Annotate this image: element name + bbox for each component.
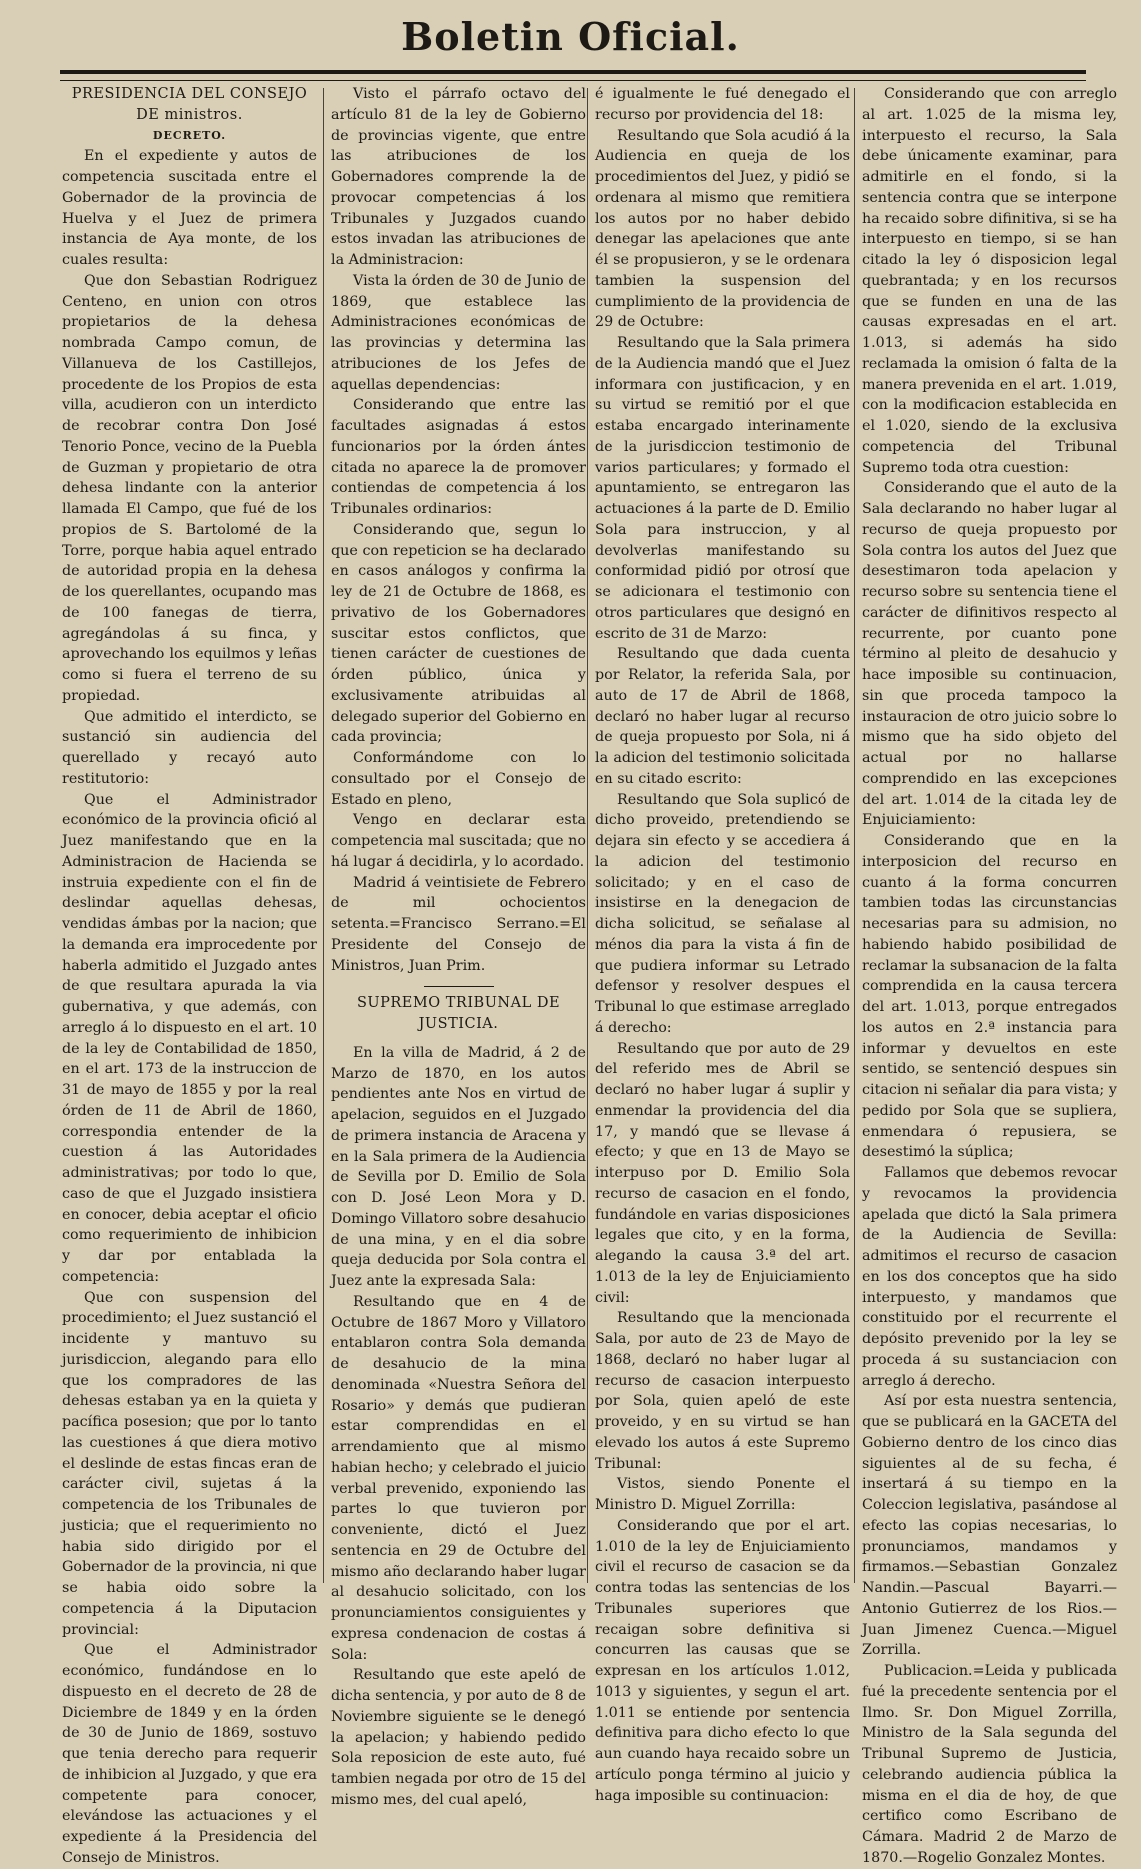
- paragraph: Que admitido el interdicto, se sustanció sin audiencia del querellado y recayó auto restitutorio:: [62, 708, 317, 787]
- paragraph: En el expediente y autos de competencia suscitada entre el Gobernador de la provincia de Huelva y el Juez de primera instancia de Aya monte, de los cuales resulta:: [62, 148, 317, 268]
- paragraph: Visto el párrafo octavo del artículo 81 de la ley de Gobierno de provincias vigente, que entre las atribuciones de los Gobernadores comprende la de provocar competencias á los Tribunales y Juzgados cuando estos invadan las atribuciones de la Administracion:: [331, 86, 586, 268]
- paragraph: Vista la órden de 30 de Junio de 1869, que establece las Administraciones económicas de las provincias y determina las atribuciones de los Jefes de aquellas dependencias:: [331, 272, 586, 393]
- section-separator: [424, 986, 494, 987]
- paragraph: Resultando que dada cuenta por Relator, la referida Sala, por auto de 17 de Abril de 1868, declaró no haber lugar al recurso de queja propuesto por Sola, ni á la adicion del testimonio solicitada en su citado escrito:: [595, 646, 850, 787]
- paragraph: Que don Sebastian Rodriguez Centeno, en union con otros propietarios de la dehesa nombrada Campo comun, de Villanueva de los Castillejos, procedente de los Propios de esta villa, acudieron con un interdicto de recobrar contra Don José Tenorio Ponce, vecino de la Puebla de Guzman y propietario de otra dehesa lindante con la anterior llamada El Campo, que fué de los propios de S. Bartolomé de la Torre, porque habia aquel entrado de autoridad propia en la dehesa de los querellantes, ocupando mas de 100 fanegas de tierra, agregándolas á su finca, y aprovechando los equilmos y leñas como si fuera el terreno de su propiedad.: [62, 272, 317, 704]
- paragraph: Que el Administrador económico, fundándose en lo dispuesto en el decreto de 28 de Diciembre de 1849 y en la órden de 30 de Junio de 1869, sostuvo que tenia derecho para requerir de inhibicion al Juzgado, y que era competente para conocer, elevándose las actuaciones y el expediente á la Presidencia del Consejo de Ministros.: [62, 1642, 317, 1866]
- paragraph: Madrid á veintisiete de Febrero de mil ochocientos setenta.=Francisco Serrano.=El Presidente del Consejo de Ministros, Juan Prim.: [331, 874, 586, 974]
- paragraph: Resultando que la Sala primera de la Audiencia mandó que el Juez informara con justificacion, y en su virtud se remitió por el que estaba encargado interinamente de la jurisdiccion testimonio de varios particulares; y formado el apuntamiento, se entregaron las actuaciones á la parte de D. Emilio Sola para instruccion, y al devolverlas manifestando su conformidad pidió por otrosí que se adicionara el testimonio con otros particulares que designó en escrito de 31 de Marzo:: [595, 335, 850, 642]
- column-2: [331, 84, 586, 1808]
- column-divider: [587, 88, 588, 1583]
- paragraph: Considerando que por el art. 1.010 de la ley de Enjuiciamiento civil el recurso de casacion se da contra todas las sentencias de los Tribunales superiores que recaigan sobre definitiva si concurren las causas que se expresan en los artículos 1.012, 1013 y siguientes, y segun el art. 1.011 se entiende por sentencia definitiva para dicho efecto lo que aun cuando haya recaido sobre un artículo ponga término al juicio y haga imposible su continuacion:: [595, 1517, 850, 1804]
- masthead-title: Boletin Oficial.: [401, 14, 740, 59]
- paragraph: Considerando que entre las facultades asignadas á estos funcionarios por la órden ántes citada no aparece la de promover contiendas de competencia á los Tribunales ordinarios:: [331, 397, 586, 517]
- paragraph: é igualmente le fué denegado el recurso por providencia del 18:: [595, 86, 850, 123]
- paragraph: Publicacion.=Leida y publicada fué la precedente sentencia por el Ilmo. Sr. Don Miguel Zorrilla, Ministro de la Sala segunda del Tribunal Supremo de Justicia, celebrando audiencia pública la misma en el dia de hoy, de que certifico como Escribano de Cámara. Madrid 2 de Marzo de 1870.—Rogelio Gonzalez Montes.: [862, 1663, 1117, 1866]
- column-4: [862, 84, 1117, 1866]
- paragraph: Conformándome con lo consultado por el Consejo de Estado en pleno,: [331, 750, 586, 808]
- paragraph: Resultando que Sola acudió á la Audiencia en queja de los procedimientos del Juez, y pidió se ordenara al mismo que remitiera los autos por no haber debido denegar las apelaciones que ante él se propusieron, y se le ordenara tambien la suspension del cumplimiento de la providencia de 29 de Octubre:: [595, 127, 850, 331]
- paragraph: Vistos, siendo Ponente el Ministro D. Miguel Zorrilla:: [595, 1476, 850, 1513]
- paragraph: Considerando que con arreglo al art. 1.025 de la misma ley, interpuesto el recurso, la Sala debe únicamente examinar, para admitirle en el fondo, si la sentencia contra que se interpone ha recaido sobre difinitiva, si se ha interpuesto en tiempo, si se han citado la ley ó disposicion legal quebrantada; y en los recursos que se funden en una de las causas expresadas en el art. 1.013, si además ha sido reclamada la omision ó falta de la manera prevenida en el art. 1.019, con la modificacion establecida en el 1.020, siendo de la exclusiva competencia del Tribunal Supremo toda otra cuestion:: [862, 86, 1117, 476]
- paragraph: Así por esta nuestra sentencia, que se publicará en la GACETA del Gobierno dentro de los cinco dias siguientes al de su fecha, é insertará á su tiempo en la Coleccion legislativa, pasándose al efecto las copias necesarias, lo pronunciamos, mandamos y firmamos.—Sebastian Gonzalez Nandin.—Pascual Bayarri.—Antonio Gutierrez de los Rios.—Juan Jimenez Cuenca.—Miguel Zorrilla.: [862, 1393, 1117, 1659]
- paragraph: Considerando que en la interposicion del recurso en cuanto á la forma concurren tambien todas las circunstancias necesarias para su admision, no habiendo habido posibilidad de reclamar la subsanacion de la falta comprendida en la causa tercera del art. 1.013, porque entregados los autos en 2.ª instancia para informar y devueltos en este sentido, se sentenció despues sin citacion ni señalar dia para vista; y pedido por Sola que se supliera, enmendara ó repusiera, se desestimó la súplica;: [862, 833, 1117, 1161]
- column-divider: [854, 88, 855, 1583]
- paragraph: Considerando que el auto de la Sala declarando no haber lugar al recurso de queja propuesto por Sola contra los autos del Juez que desestimaron toda apelacion y recurso sobre su sentencia tiene el carácter de difinitivos respecto al recurrente, por cuanto pone término al pleito de desahucio y hace imposible su continuacion, sin que proceda tampoco la instauracion de otro juicio sobre lo mismo que ha sido objeto del actual por no hallarse comprendido en las excepciones del art. 1.014 de la citada ley de Enjuiciamiento:: [862, 480, 1117, 829]
- paragraph: Vengo en declarar esta competencia mal suscitada; que no há lugar á decidirla, y lo acordado.: [331, 812, 586, 870]
- decree-label: DECRETO.: [152, 128, 227, 142]
- section-heading: SUPREMO TRIBUNAL DE JUSTICIA.: [356, 995, 561, 1032]
- paragraph: En la villa de Madrid, á 2 de Marzo de 1870, en los autos pendientes ante Nos en virtud de apelacion, seguidos en el Juzgado de primera instancia de Aracena y en la Sala primera de la Audiencia de Sevilla por D. Emilio de Sola con D. José Leon Mora y D. Domingo Villatoro sobre desahucio de una mina, y en el dia sobre queja deducida por Sola contra el Juez ante la expresada Sala:: [331, 1044, 586, 1289]
- paragraph: Que el Administrador económico de la provincia ofició al Juez manifestando que en la Administracion de Hacienda se instruia expediente con el fin de deslindar aquellas dehesas, vendidas ámbas por la nacion; que la demanda era improcedente por haberla admitido el Juzgado antes de que resultara apurada la via gubernativa, y que además, con arreglo á lo dispuesto en el art. 10 de la ley de Contabilidad de 1850, en el art. 173 de la instruccion de 31 de mayo de 1855 y por la real órden de 11 de Abril de 1860, correspondia entender de la cuestion á las Autoridades administrativas; por todo lo que, caso de que el Juzgado insistiera en conocer, debia aceptar el oficio como requerimiento de inhibicion y dar por entablada la competencia:: [62, 791, 317, 1285]
- paragraph: Que con suspension del procedimiento; el Juez sustanció el incidente y mantuvo su jurisdiccion, alegando para ello que los compradores de las dehesas estaban ya en la quieta y pacífica posesion; que por lo tanto las cuestiones á que diera motivo el deslinde de estas fincas eran de carácter civil, sujetas á la competencia de los Tribunales de justicia; que el requerimiento no habia sido dirigido por el Gobernador de la provincia, ni que se habia oido sobre la competencia á la Diputacion provincial:: [62, 1289, 317, 1638]
- masthead-rule: [60, 70, 1086, 81]
- paragraph: Resultando que este apeló de dicha sentencia, y por auto de 8 de Noviembre siguiente se le denegó la apelacion; y habiendo pedido Sola reposicion de este auto, fué tambien negada por otro de 15 del mismo mes, del cual apeló,: [331, 1667, 586, 1808]
- column-3: [595, 84, 850, 1804]
- paragraph: Considerando que, segun lo que con repeticion se ha declarado en casos análogos y confirma la ley de 21 de Octubre de 1868, es privativo de los Gobernadores suscitar estos conflictos, que tienen carácter de cuestiones de órden público, única y exclusivamente atribuidas al delegado superior del Gobierno en cada provincia;: [331, 521, 586, 746]
- column-divider: [323, 88, 324, 1583]
- paragraph: Resultando que en 4 de Octubre de 1867 Moro y Villatoro entablaron contra Sola demanda de desahucio de la mina denominada «Nuestra Señora del Rosario» y demás que pudieran estar comprendidas en el arrendamiento que al mismo habian hecho; y celebrado el juicio verbal prevenido, exponiendo las partes lo que tuvieron por conveniente, dictó el Juez sentencia en 29 de Octubre del mismo año declarando haber lugar al desahucio solicitado, con los pronunciamientos consiguientes y expresa condenacion de costas á Sola:: [331, 1293, 586, 1663]
- paragraph: Resultando que Sola suplicó de dicho proveido, pretendiendo se dejara sin efecto y se accediera á la adicion del testimonio solicitado; y en el caso de insistirse en la denegacion de dicha solicitud, se señalase al ménos dia para la vista á fin de que pudiera informar su Letrado defensor y resolver despues el Tribunal lo que estimase arreglado á derecho:: [595, 791, 850, 1036]
- paragraph: Resultando que por auto de 29 del referido mes de Abril se declaró no haber lugar á suplir y enmendar la providencia del dia 17, y mandó que se llevase á efecto; y que en 13 de Mayo se interpuso por D. Emilio Sola recurso de casacion en el fondo, fundándole en varias disposiciones legales que cito, y en la forma, alegando la causa 3.ª del art. 1.013 de la ley de Enjuiciamiento civil:: [595, 1040, 850, 1306]
- paragraph: Resultando que la mencionada Sala, por auto de 23 de Mayo de 1868, declaró no haber lugar al recurso de casacion interpuesto por Sola, quien apeló de este proveido, y en su virtud se han elevado los autos á este Supremo Tribunal:: [595, 1310, 850, 1472]
- column-1: [62, 84, 317, 1866]
- section-heading: PRESIDENCIA DEL CONSEJO DE ministros.: [71, 86, 308, 123]
- paragraph: Fallamos que debemos revocar y revocamos la providencia apelada que dictó la Sala primera de la Audiencia de Sevilla: admitimos el recurso de casacion en los dos conceptos que ha sido interpuesto, y mandamos que constituido por el recurrente el depósito prevenido por la ley se proceda á su sustanciacion con arreglo á derecho.: [862, 1165, 1117, 1389]
